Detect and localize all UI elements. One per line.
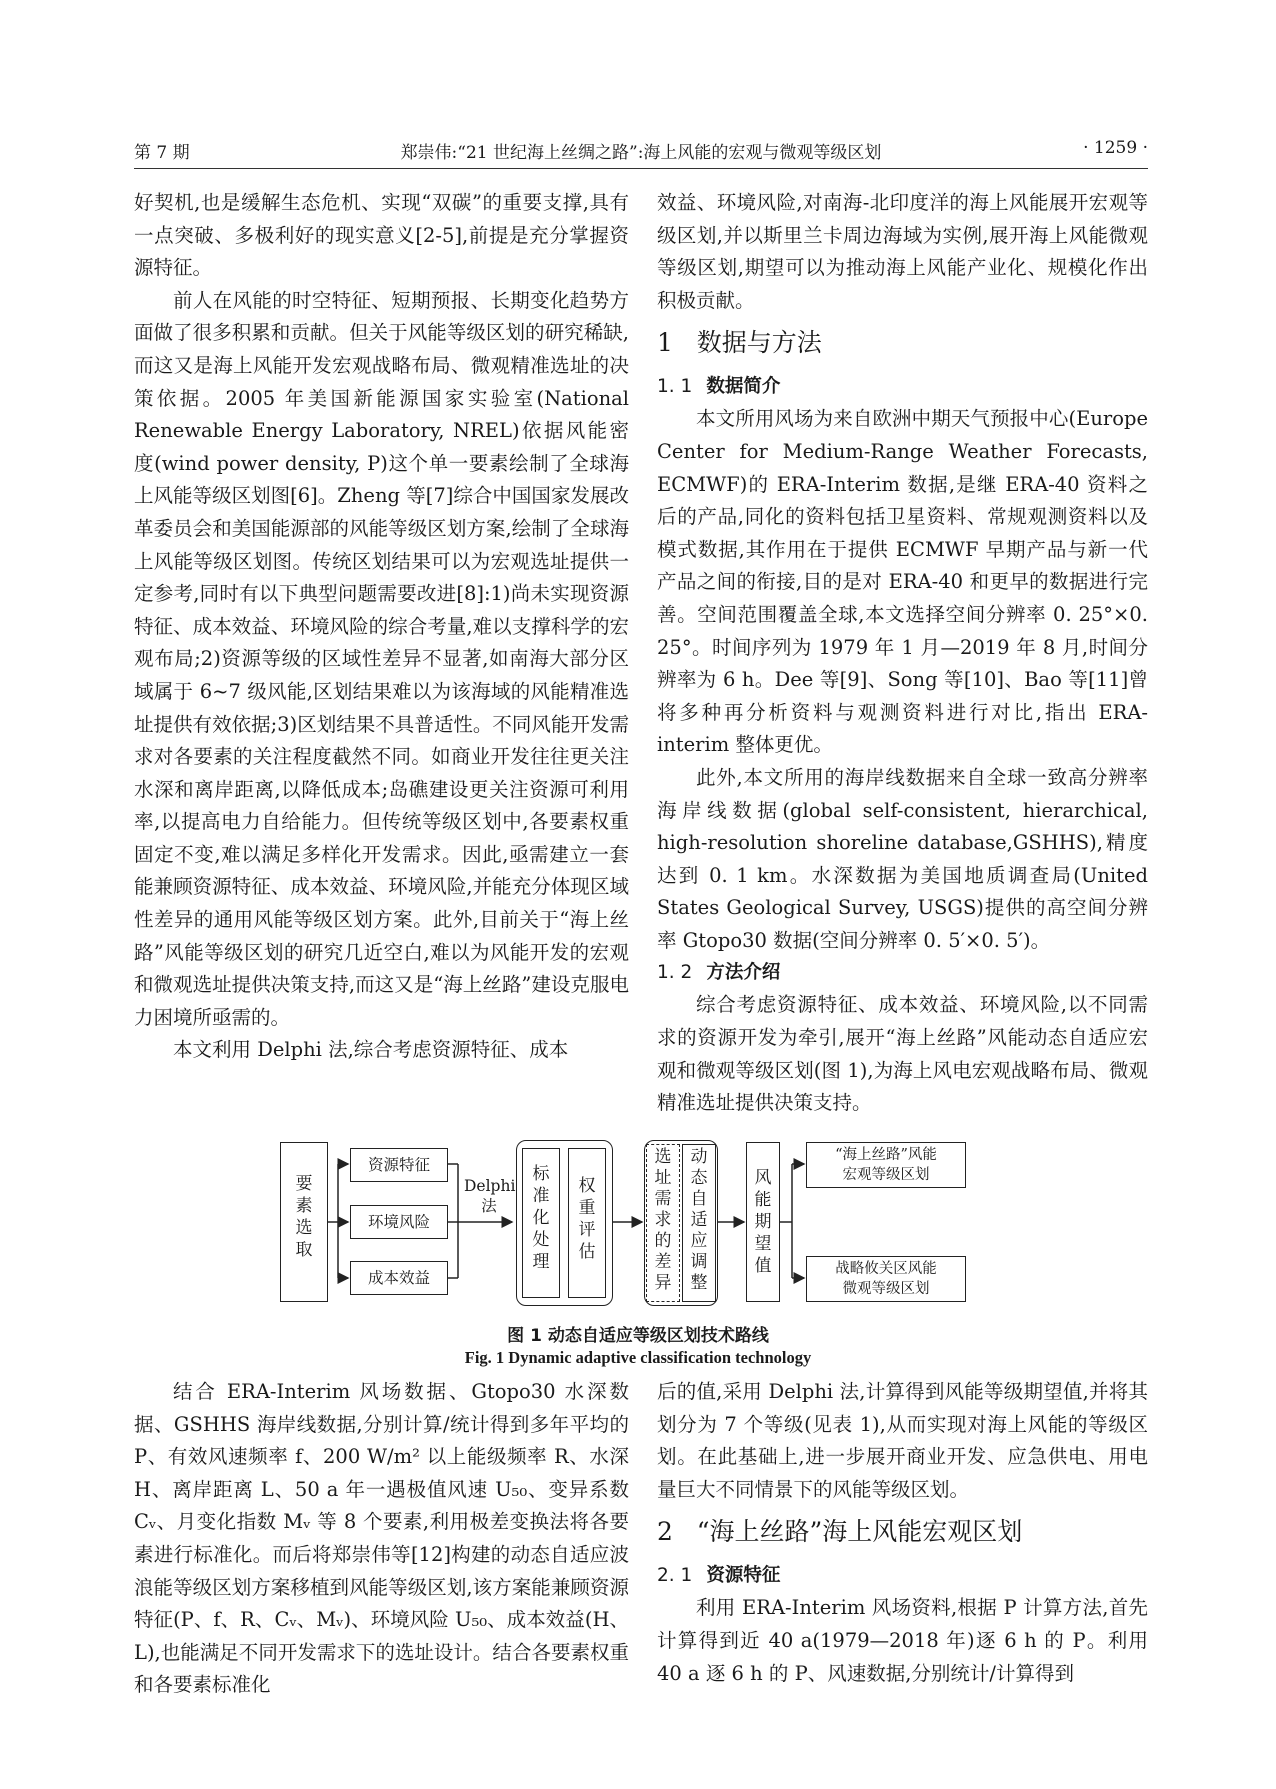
weight-evaluation-box: 权 重 评 估 — [568, 1148, 606, 1298]
cost-benefit-box: 成本效益 — [350, 1261, 448, 1295]
paragraph: 后的值,采用 Delphi 法,计算得到风能等级期望值,并将其划分为 7 个等级(见表 1),从而实现对海上风能的等级区划。在此基础上,进一步展开商业开发、应急供电、用电量巨大不同情景下的风能等级区划。 — [657, 1380, 1148, 1501]
subsection-heading — [657, 957, 1148, 989]
left-column-top — [134, 187, 629, 1067]
subsection-title: 方法介绍 — [706, 962, 781, 984]
figure-caption-en: Fig. 1 Dynamic adaptive classification technology — [464, 1348, 812, 1367]
paragraph: 前人在风能的时空特征、短期预报、长期变化趋势方面做了很多积累和贡献。但关于风能等级区划的研究稀缺,而这又是海上风能开发宏观战略布局、微观精准选址的决策依据。2005 年美国新能源国家实验室(National Renewable Energy Laboratory, NREL)依据风能密度(wind power density, P)这个单一要素绘制了全球海上风能等级区划图[6]。Zheng 等[7]综合中国国家发展改革委员会和美国能源部的风能等级区划方案,绘制了全球海上风能等级区划图。传统区划结果可以为宏观选址提供一定参考,同时有以下典型问题需要改进[8]:1)尚未实现资源特征、成本效益、环境风险的综合考量,难以支撑科学的宏观布局;2)资源等级的区域性差异不显著,如南海大部分区域属于 6~7 级风能,区划结果难以为该海域的风能精准选址提供有效依据;3)区划结果不具普适性。不同风能开发需求对各要素的关注程度截然不同。如商业开发往往更关注水深和离岸距离,以降低成本;岛礁建设更关注资源可利用率,以提高电力自给能力。但传统等级区划中,各要素权重固定不变,难以满足多样化开发需求。因此,亟需建立一套能兼顾资源特征、成本效益、环境风险,并能充分体现区域性差异的通用风能等级区划方案。此外,目前关于“海上丝路”风能等级区划的研究几近空白,难以为风能开发的宏观和微观选址提供决策支持,而这又是“海上丝路”建设克服电力困境所亟需的。 — [134, 288, 629, 1029]
left-column-bottom — [134, 1376, 629, 1702]
right-column-top — [657, 187, 1148, 1120]
paragraph: 结合 ERA-Interim 风场数据、Gtopo30 水深数据、GSHHS 海岸线数据,分别计算/统计得到多年平均的 P、有效风速频率 f、200 W/m² 以上能级频率 R、水深 H、离岸距离 L、50 a 年一遇极值风速 U₅₀、变异系数 Cᵥ、月变化指数 Mᵥ 等 8 个要素,利用极差变换法将各要素进行标准化。而后将郑崇伟等[12]构建的动态自适应波浪能等级区划方案移植到风能等级区划,该方案能兼顾资源特征(P、f、R、Cᵥ、Mᵥ)、环境风险 U₅₀、成本效益(H、L),也能满足不同开发需求下的选址设计。结合各要素权重和各要素标准化 — [134, 1380, 629, 1697]
paragraph: 此外,本文所用的海岸线数据来自全球一致高分辨率海岸线数据(global self-consistent, hierarchical, high-resolution shoreline database,GSHHS),精度达到 0. 1 km。水深数据为美国地质调查局(United States Geological Survey, USGS)提供的高空间分辨率 Gtopo30 数据(空间分辨率 0. 5′×0. 5′)。 — [657, 765, 1148, 952]
section-title: 数据与方法 — [696, 328, 822, 358]
subsection-title: 资源特征 — [706, 1565, 781, 1587]
subsection-heading — [657, 371, 1148, 403]
subsection-heading — [657, 1560, 1148, 1592]
wind-energy-expectation-box: 风 能 期 望 值 — [746, 1142, 780, 1302]
paragraph: 好契机,也是缓解生态危机、实现“双碳”的重要支撑,具有一点突破、多极利好的现实意义[2-5],前提是充分掌握资源特征。 — [134, 191, 629, 280]
figure-caption-cn: 图 1 动态自适应等级区划技术路线 — [507, 1326, 769, 1346]
paragraph: 本文利用 Delphi 法,综合考虑资源特征、成本 — [173, 1038, 569, 1062]
resource-feature-box: 资源特征 — [350, 1148, 448, 1182]
factor-selection-box: 要 素 选 取 — [280, 1142, 328, 1302]
subsection-title: 数据简介 — [706, 376, 781, 398]
section-number: 1 — [657, 328, 673, 358]
paragraph: 本文所用风场为来自欧洲中期天气预报中心(Europe Center for Medium-Range Weather Forecasts, ECMWF)的 ERA-Interim 数据,是继 ERA-40 资料之后的产品,同化的资料包括卫星资料、常规观测资料以及模式数据,其作用在于提供 ECMWF 早期产品与新一代产品之间的衔接,目的是对 ERA-40 和更早的数据进行完善。空间范围覆盖全球,本文选择空间分辨率 0. 25°×0. 25°。时间序列为 1979 年 1 月—2019 年 8 月,时间分辨率为 6 h。Dee 等[9]、Song 等[10]、Bao 等[11]曾将多种再分析资料与观测资料进行对比,指出 ERA-interim 整体更优。 — [657, 407, 1148, 757]
paragraph: 利用 ERA-Interim 风场资料,根据 P 计算方法,首先计算得到近 40 a(1979—2018 年)逐 6 h 的 P。利用 40 a 逐 6 h 的 P、风速数据,分别统计/计算得到 — [657, 1596, 1148, 1685]
issue-number: 第 7 期 — [134, 143, 190, 163]
right-column-bottom — [657, 1376, 1148, 1690]
paragraph: 综合考虑资源特征、成本效益、环境风险,以不同需求的资源开发为牵引,展开“海上丝路”风能动态自适应宏观和微观等级区划(图 1),为海上风电宏观战略布局、微观精准选址提供决策支持。 — [657, 993, 1148, 1115]
standardize-box: 标 准 化 处 理 — [522, 1148, 560, 1298]
subsection-number: 1. 1 — [657, 376, 693, 398]
section-heading — [657, 1512, 1148, 1552]
subsection-number: 2. 1 — [657, 1565, 693, 1587]
figure-1-flowchart — [280, 1138, 1030, 1316]
subsection-number: 1. 2 — [657, 962, 693, 984]
section-heading — [657, 323, 1148, 363]
running-title: 郑崇伟:“21 世纪海上丝绸之路”:海上风能的宏观与微观等级区划 — [400, 143, 882, 163]
delphi-label: Delphi 法 — [464, 1177, 516, 1215]
header-rule — [134, 168, 1148, 169]
macro-classification-box: “海上丝路”风能 宏观等级区划 — [806, 1142, 966, 1188]
site-demand-box: 选 址 需 求 的 差 异 — [646, 1144, 680, 1302]
running-header — [134, 138, 1148, 164]
environment-risk-box: 环境风险 — [350, 1205, 448, 1239]
section-title: “海上丝路”海上风能宏观区划 — [696, 1517, 1023, 1547]
micro-classification-box: 战略攸关区风能 微观等级区划 — [806, 1256, 966, 1302]
section-number: 2 — [657, 1517, 673, 1547]
page-number: · 1259 · — [1083, 138, 1148, 158]
dynamic-adjust-box: 动 态 自 适 应 调 整 — [682, 1144, 716, 1302]
paragraph: 效益、环境风险,对南海-北印度洋的海上风能展开宏观等级区划,并以斯里兰卡周边海域为实例,展开海上风能微观等级区划,期望可以为推动海上风能产业化、规模化作出积极贡献。 — [657, 191, 1148, 312]
